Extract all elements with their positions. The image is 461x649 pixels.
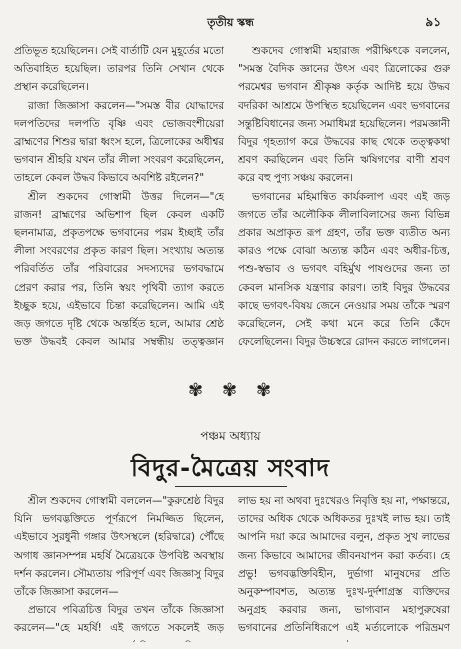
chapter-label: পঞ্চম অধ্যায় <box>200 429 261 443</box>
right-text-column <box>238 42 450 348</box>
paragraph: ভগবানের মহিমান্বিত কার্যকলাপ এবং এই জড় জগতে তাঁর অলৌকিক লীলাবিলাসের জন্য বিভিন্ন প্রকার অপ্রাকৃত রূপ গ্রহণ, তাঁর ভক্ত ব্যতীত অন্য কারও পক্ষে বোঝা অত্যন্ত কঠিন এবং অধীর-চিত্ত, পশু-স্বভাব ও ভগবৎ বহির্মুখ পাষণ্ডদের জন্য তা কেবল মানসিক যন্ত্রণার কারণ। তাই বিদুর উদ্ধবের কাছে ভগবৎ-বিষয় জেনে নেওয়ার সময় তাঁকে স্মরণ করেছিলেন, সেই কথা মনে করে তিনি কেঁদে ফেলেছিলেন। বিদুর উচ্চস্বরে রোদন করতে লাগলেন। <box>238 190 450 348</box>
running-header <box>0 14 461 34</box>
section-ornament <box>0 380 461 400</box>
paragraph: শ্রীল শুকদেব গোস্বামী উত্তর দিলেন—"হে রাজন! ব্রাহ্মণের অভিশাপ ছিল কেবল একটি ছলনামাত্র, প্রকৃতপক্ষে ভগবানের পরম ইচ্ছাই তাঁর লীলা সংবরণের প্রকৃত কারণ ছিল। সংখ্যায় অত্যন্ত পরিবর্তিত তাঁর পরিবারের সদস্যদের ভগবদ্ধামে প্রেরণ করার পর, তিনি স্বয়ং পৃথিবী ত্যাগ করতে ইচ্ছুক হয়ে, এইভাবে চিন্তা করেছিলেন। আমি এই জড় জগতে দৃষ্টি থেকে অন্তর্হিত হলে, আমার শ্রেষ্ঠ ভক্ত উদ্ধবই কেবল আমার সম্বন্ধীয় তত্ত্বজ্ঞান <box>14 190 224 348</box>
paragraph: প্রতিভূত হয়েছিলেন। সেই বার্তাটি যেন মুহূর্তের মতো অতিবাহিত হয়েছিল। তারপর তিনি সেখান থেকে প্রস্থান করেছিলেন। <box>14 45 224 94</box>
bottom-left-text-column <box>14 492 224 642</box>
flower-ornament-icon: ✾ <box>188 380 204 401</box>
flower-ornament-icon: ✾ <box>222 380 238 401</box>
left-text-column <box>14 42 224 348</box>
paragraph: লাভ হয় না অথবা দুঃখেরও নিবৃত্তি হয় না, পক্ষান্তরে, তাদের অধিক থেকে অধিকতর দুঃখই লাভ হয়। তাই আপনি দয়া করে আমাদের বলুন, প্রকৃত সুখ লাভের জন্য কিভাবে আমাদের জীবনযাপন করা কর্তব্য। হে প্রভু! ভগবদ্ভক্তিবিহীন, দুর্ভাগা মানুষদের প্রতি অনুকম্পাবশত, অত্যন্ত দুঃখ-দুর্দশাগ্রস্ত ব্যক্তিদের অনুগ্রহ করবার জন্য, ভাগ্যবান মহাপুরুষেরা ভগবানের প্রতিনিধিরূপে এই মর্ত্যলোকে পরিভ্রমণ <box>238 495 450 635</box>
title-underline <box>175 486 287 487</box>
paragraph: প্রভাবে পবিত্রচিত্ত বিদুর তখন তাঁকে জিজ্ঞাসা করলেন—"হে মহর্ষি! এই জগতে সকলেই জড় <box>14 604 224 635</box>
flower-ornament-icon: ✾ <box>256 380 272 401</box>
paragraph: শ্রীল শুকদেব গোস্বামী বললেন—"কুরুশ্রেষ্ঠ বিদুর যিনি ভগবদ্ভক্তিতে পূর্ণরূপে নিমজ্জিত ছিলেন, এইভাবে সুরধুনী গঙ্গার উৎসস্থলে (হরিদ্বারে) পৌঁছে অগাধ জ্ঞানসম্পন্ন মহর্ষি মৈত্রেয়কে উপবিষ্ট অবস্থায় দর্শন করলেন। সৌম্যতায় পরিপূর্ণ এবং জিজ্ঞাসু বিদুর তাঁকে জিজ্ঞাসা করলেন— <box>14 495 224 599</box>
paragraph: শুকদেব গোস্বামী মহারাজ পরীক্ষিৎকে বললেন, "সমস্ত বৈদিক জ্ঞানের উৎস এবং ত্রিলোকের গুরু পরমেশ্বর ভগবান শ্রীকৃষ্ণ কর্তৃক আদিষ্ট হয়ে উদ্ধব বদরিকা আশ্রমে উপস্থিত হয়েছিলেন এবং ভগবানের সন্তুষ্টিবিধানের জন্য সমাধিমগ্ন হয়েছিলেন। পরমজ্ঞানী বিদুর গৃহত্যাগ করে উদ্ধবের কাছ থেকে তত্ত্বকথা শ্রবণ করছিলেন এবং তিনি ঋষিগণের বাণী শ্রবণ করে বহু পুণ্য সঞ্চয় করলেন। <box>238 45 450 185</box>
running-title: তৃতীয় স্কন্ধ <box>207 16 254 29</box>
bottom-right-text-column <box>238 492 450 642</box>
page-number: ৯১ <box>425 15 441 29</box>
chapter-title: বিদুর-মৈত্রেয় সংবাদ <box>131 454 330 482</box>
paragraph: রাজা জিজ্ঞাসা করলেন—"সমস্ত বীর যোদ্ধাদের দলপতিদের দলপতি বৃষ্ণি এবং ভোজবংশীয়েরা ব্রাহ্মণের শিশুর দ্বারা ধ্বংস হলে, ত্রিলোকের অধীশ্বর ভগবান শ্রীহরি যখন তাঁর লীলা সংবরণ করেছিলেন, তাহলে কেবল উদ্ধব কিভাবে অবশিষ্ট রইলেন?" <box>14 99 224 185</box>
